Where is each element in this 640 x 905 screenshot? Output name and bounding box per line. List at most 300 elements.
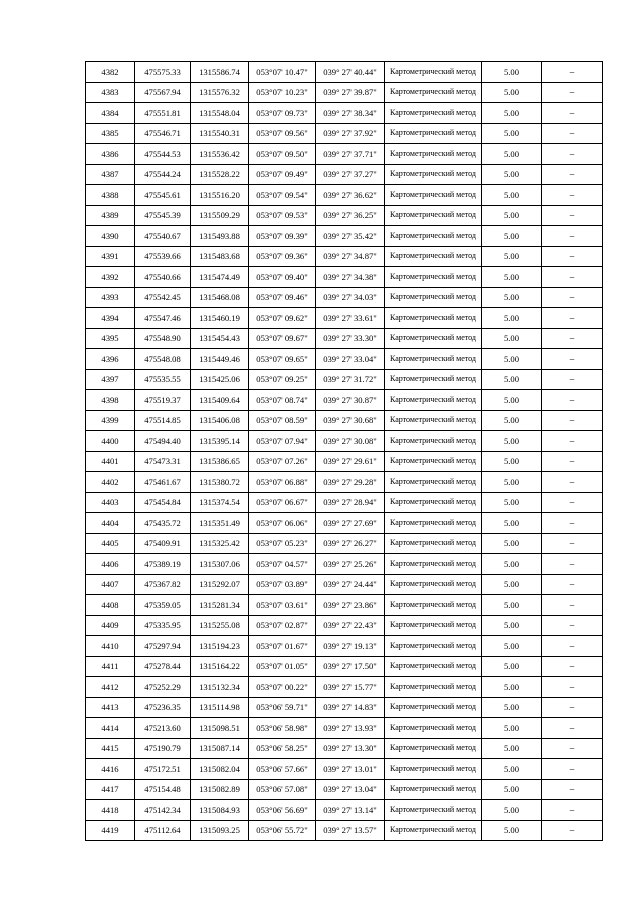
longitude-cell: 039° 27' 37.71"	[316, 144, 385, 165]
y-coordinate-cell: 1315098.51	[191, 718, 249, 739]
x-coordinate-cell: 475473.31	[135, 451, 191, 472]
point-number-cell: 4408	[86, 595, 135, 616]
longitude-cell: 039° 27' 38.34"	[316, 103, 385, 124]
table-row	[86, 820, 603, 841]
method-cell: Картометрический метод	[385, 205, 482, 226]
x-coordinate-cell: 475409.91	[135, 533, 191, 554]
x-coordinate-cell: 475519.37	[135, 390, 191, 411]
accuracy-cell: 5.00	[482, 677, 542, 698]
method-cell: Картометрический метод	[385, 246, 482, 267]
point-number-cell: 4382	[86, 62, 135, 83]
note-cell: –	[542, 103, 603, 124]
y-coordinate-cell: 1315084.93	[191, 800, 249, 821]
latitude-cell: 053°07' 02.87"	[249, 615, 316, 636]
x-coordinate-cell: 475544.53	[135, 144, 191, 165]
x-coordinate-cell: 475494.40	[135, 431, 191, 452]
latitude-cell: 053°07' 09.49"	[249, 164, 316, 185]
latitude-cell: 053°07' 06.06"	[249, 513, 316, 534]
method-cell: Картометрический метод	[385, 144, 482, 165]
x-coordinate-cell: 475142.34	[135, 800, 191, 821]
point-number-cell: 4414	[86, 718, 135, 739]
accuracy-cell: 5.00	[482, 431, 542, 452]
latitude-cell: 053°06' 59.71"	[249, 697, 316, 718]
x-coordinate-cell: 475154.48	[135, 779, 191, 800]
method-cell: Картометрический метод	[385, 308, 482, 329]
table-row	[86, 164, 603, 185]
y-coordinate-cell: 1315132.34	[191, 677, 249, 698]
point-number-cell: 4415	[86, 738, 135, 759]
table-row	[86, 554, 603, 575]
point-number-cell: 4410	[86, 636, 135, 657]
note-cell: –	[542, 574, 603, 595]
accuracy-cell: 5.00	[482, 554, 542, 575]
note-cell: –	[542, 349, 603, 370]
latitude-cell: 053°06' 57.08"	[249, 779, 316, 800]
longitude-cell: 039° 27' 34.03"	[316, 287, 385, 308]
latitude-cell: 053°07' 09.56"	[249, 123, 316, 144]
longitude-cell: 039° 27' 28.94"	[316, 492, 385, 513]
latitude-cell: 053°07' 03.61"	[249, 595, 316, 616]
point-number-cell: 4393	[86, 287, 135, 308]
latitude-cell: 053°07' 04.57"	[249, 554, 316, 575]
x-coordinate-cell: 475335.95	[135, 615, 191, 636]
method-cell: Картометрический метод	[385, 656, 482, 677]
latitude-cell: 053°07' 09.46"	[249, 287, 316, 308]
note-cell: –	[542, 287, 603, 308]
latitude-cell: 053°06' 57.66"	[249, 759, 316, 780]
accuracy-cell: 5.00	[482, 62, 542, 83]
point-number-cell: 4392	[86, 267, 135, 288]
longitude-cell: 039° 27' 37.27"	[316, 164, 385, 185]
x-coordinate-cell: 475545.39	[135, 205, 191, 226]
x-coordinate-cell: 475539.66	[135, 246, 191, 267]
accuracy-cell: 5.00	[482, 369, 542, 390]
latitude-cell: 053°06' 55.72"	[249, 820, 316, 841]
point-number-cell: 4411	[86, 656, 135, 677]
longitude-cell: 039° 27' 14.83"	[316, 697, 385, 718]
y-coordinate-cell: 1315194.23	[191, 636, 249, 657]
latitude-cell: 053°07' 09.54"	[249, 185, 316, 206]
x-coordinate-cell: 475514.85	[135, 410, 191, 431]
x-coordinate-cell: 475278.44	[135, 656, 191, 677]
longitude-cell: 039° 27' 13.04"	[316, 779, 385, 800]
note-cell: –	[542, 328, 603, 349]
point-number-cell: 4403	[86, 492, 135, 513]
method-cell: Картометрический метод	[385, 226, 482, 247]
longitude-cell: 039° 27' 36.62"	[316, 185, 385, 206]
y-coordinate-cell: 1315082.89	[191, 779, 249, 800]
point-number-cell: 4398	[86, 390, 135, 411]
longitude-cell: 039° 27' 35.42"	[316, 226, 385, 247]
x-coordinate-cell: 475190.79	[135, 738, 191, 759]
table-row	[86, 615, 603, 636]
latitude-cell: 053°06' 56.69"	[249, 800, 316, 821]
y-coordinate-cell: 1315460.19	[191, 308, 249, 329]
accuracy-cell: 5.00	[482, 164, 542, 185]
table-row	[86, 677, 603, 698]
note-cell: –	[542, 718, 603, 739]
note-cell: –	[542, 267, 603, 288]
longitude-cell: 039° 27' 29.61"	[316, 451, 385, 472]
coordinates-table	[85, 61, 603, 841]
latitude-cell: 053°07' 07.26"	[249, 451, 316, 472]
y-coordinate-cell: 1315474.49	[191, 267, 249, 288]
table-row	[86, 267, 603, 288]
longitude-cell: 039° 27' 24.44"	[316, 574, 385, 595]
accuracy-cell: 5.00	[482, 82, 542, 103]
method-cell: Картометрический метод	[385, 759, 482, 780]
y-coordinate-cell: 1315548.04	[191, 103, 249, 124]
y-coordinate-cell: 1315425.06	[191, 369, 249, 390]
method-cell: Картометрический метод	[385, 410, 482, 431]
accuracy-cell: 5.00	[482, 308, 542, 329]
note-cell: –	[542, 820, 603, 841]
accuracy-cell: 5.00	[482, 595, 542, 616]
method-cell: Картометрический метод	[385, 431, 482, 452]
y-coordinate-cell: 1315114.98	[191, 697, 249, 718]
longitude-cell: 039° 27' 13.93"	[316, 718, 385, 739]
point-number-cell: 4419	[86, 820, 135, 841]
accuracy-cell: 5.00	[482, 574, 542, 595]
note-cell: –	[542, 492, 603, 513]
table-row	[86, 246, 603, 267]
longitude-cell: 039° 27' 34.87"	[316, 246, 385, 267]
y-coordinate-cell: 1315516.20	[191, 185, 249, 206]
x-coordinate-cell: 475542.45	[135, 287, 191, 308]
y-coordinate-cell: 1315586.74	[191, 62, 249, 83]
table-row	[86, 328, 603, 349]
point-number-cell: 4418	[86, 800, 135, 821]
longitude-cell: 039° 27' 25.26"	[316, 554, 385, 575]
point-number-cell: 4388	[86, 185, 135, 206]
latitude-cell: 053°07' 09.67"	[249, 328, 316, 349]
latitude-cell: 053°07' 09.53"	[249, 205, 316, 226]
latitude-cell: 053°07' 09.65"	[249, 349, 316, 370]
method-cell: Картометрический метод	[385, 636, 482, 657]
y-coordinate-cell: 1315540.31	[191, 123, 249, 144]
x-coordinate-cell: 475435.72	[135, 513, 191, 534]
y-coordinate-cell: 1315468.08	[191, 287, 249, 308]
x-coordinate-cell: 475548.90	[135, 328, 191, 349]
x-coordinate-cell: 475540.67	[135, 226, 191, 247]
table-row	[86, 390, 603, 411]
table-row	[86, 595, 603, 616]
table-row	[86, 185, 603, 206]
y-coordinate-cell: 1315528.22	[191, 164, 249, 185]
table-row	[86, 738, 603, 759]
table-row	[86, 410, 603, 431]
note-cell: –	[542, 82, 603, 103]
accuracy-cell: 5.00	[482, 144, 542, 165]
y-coordinate-cell: 1315395.14	[191, 431, 249, 452]
note-cell: –	[542, 205, 603, 226]
method-cell: Картометрический метод	[385, 574, 482, 595]
latitude-cell: 053°07' 03.89"	[249, 574, 316, 595]
method-cell: Картометрический метод	[385, 349, 482, 370]
longitude-cell: 039° 27' 31.72"	[316, 369, 385, 390]
accuracy-cell: 5.00	[482, 697, 542, 718]
y-coordinate-cell: 1315493.88	[191, 226, 249, 247]
x-coordinate-cell: 475567.94	[135, 82, 191, 103]
latitude-cell: 053°07' 10.23"	[249, 82, 316, 103]
method-cell: Картометрический метод	[385, 390, 482, 411]
latitude-cell: 053°06' 58.25"	[249, 738, 316, 759]
method-cell: Картометрический метод	[385, 267, 482, 288]
method-cell: Картометрический метод	[385, 595, 482, 616]
x-coordinate-cell: 475545.61	[135, 185, 191, 206]
method-cell: Картометрический метод	[385, 185, 482, 206]
longitude-cell: 039° 27' 19.13"	[316, 636, 385, 657]
latitude-cell: 053°07' 06.67"	[249, 492, 316, 513]
y-coordinate-cell: 1315454.43	[191, 328, 249, 349]
point-number-cell: 4409	[86, 615, 135, 636]
note-cell: –	[542, 164, 603, 185]
table-row	[86, 451, 603, 472]
point-number-cell: 4407	[86, 574, 135, 595]
method-cell: Картометрический метод	[385, 287, 482, 308]
note-cell: –	[542, 185, 603, 206]
latitude-cell: 053°07' 09.36"	[249, 246, 316, 267]
note-cell: –	[542, 656, 603, 677]
x-coordinate-cell: 475535.55	[135, 369, 191, 390]
latitude-cell: 053°07' 01.05"	[249, 656, 316, 677]
point-number-cell: 4385	[86, 123, 135, 144]
method-cell: Картометрический метод	[385, 738, 482, 759]
accuracy-cell: 5.00	[482, 718, 542, 739]
table-row	[86, 656, 603, 677]
longitude-cell: 039° 27' 27.69"	[316, 513, 385, 534]
table-row	[86, 205, 603, 226]
accuracy-cell: 5.00	[482, 492, 542, 513]
note-cell: –	[542, 369, 603, 390]
note-cell: –	[542, 451, 603, 472]
point-number-cell: 4406	[86, 554, 135, 575]
method-cell: Картометрический метод	[385, 328, 482, 349]
table-row	[86, 431, 603, 452]
accuracy-cell: 5.00	[482, 328, 542, 349]
point-number-cell: 4391	[86, 246, 135, 267]
accuracy-cell: 5.00	[482, 349, 542, 370]
note-cell: –	[542, 472, 603, 493]
accuracy-cell: 5.00	[482, 205, 542, 226]
note-cell: –	[542, 677, 603, 698]
point-number-cell: 4399	[86, 410, 135, 431]
longitude-cell: 039° 27' 30.08"	[316, 431, 385, 452]
note-cell: –	[542, 390, 603, 411]
longitude-cell: 039° 27' 33.61"	[316, 308, 385, 329]
y-coordinate-cell: 1315386.65	[191, 451, 249, 472]
y-coordinate-cell: 1315325.42	[191, 533, 249, 554]
table-row	[86, 513, 603, 534]
longitude-cell: 039° 27' 34.38"	[316, 267, 385, 288]
longitude-cell: 039° 27' 29.28"	[316, 472, 385, 493]
latitude-cell: 053°07' 00.22"	[249, 677, 316, 698]
x-coordinate-cell: 475213.60	[135, 718, 191, 739]
method-cell: Картометрический метод	[385, 800, 482, 821]
y-coordinate-cell: 1315281.34	[191, 595, 249, 616]
accuracy-cell: 5.00	[482, 472, 542, 493]
point-number-cell: 4394	[86, 308, 135, 329]
accuracy-cell: 5.00	[482, 615, 542, 636]
latitude-cell: 053°07' 09.39"	[249, 226, 316, 247]
y-coordinate-cell: 1315409.64	[191, 390, 249, 411]
y-coordinate-cell: 1315449.46	[191, 349, 249, 370]
note-cell: –	[542, 615, 603, 636]
y-coordinate-cell: 1315406.08	[191, 410, 249, 431]
x-coordinate-cell: 475367.82	[135, 574, 191, 595]
x-coordinate-cell: 475359.05	[135, 595, 191, 616]
longitude-cell: 039° 27' 40.44"	[316, 62, 385, 83]
point-number-cell: 4387	[86, 164, 135, 185]
accuracy-cell: 5.00	[482, 267, 542, 288]
y-coordinate-cell: 1315082.04	[191, 759, 249, 780]
point-number-cell: 4389	[86, 205, 135, 226]
accuracy-cell: 5.00	[482, 226, 542, 247]
x-coordinate-cell: 475112.64	[135, 820, 191, 841]
note-cell: –	[542, 144, 603, 165]
note-cell: –	[542, 759, 603, 780]
latitude-cell: 053°07' 01.67"	[249, 636, 316, 657]
method-cell: Картометрический метод	[385, 492, 482, 513]
longitude-cell: 039° 27' 26.27"	[316, 533, 385, 554]
latitude-cell: 053°06' 58.98"	[249, 718, 316, 739]
method-cell: Картометрический метод	[385, 718, 482, 739]
latitude-cell: 053°07' 07.94"	[249, 431, 316, 452]
latitude-cell: 053°07' 09.62"	[249, 308, 316, 329]
table-body	[86, 62, 603, 841]
x-coordinate-cell: 475389.19	[135, 554, 191, 575]
note-cell: –	[542, 123, 603, 144]
point-number-cell: 4400	[86, 431, 135, 452]
point-number-cell: 4396	[86, 349, 135, 370]
note-cell: –	[542, 738, 603, 759]
table-row	[86, 349, 603, 370]
y-coordinate-cell: 1315087.14	[191, 738, 249, 759]
accuracy-cell: 5.00	[482, 451, 542, 472]
accuracy-cell: 5.00	[482, 779, 542, 800]
note-cell: –	[542, 308, 603, 329]
table-row	[86, 533, 603, 554]
y-coordinate-cell: 1315093.25	[191, 820, 249, 841]
accuracy-cell: 5.00	[482, 103, 542, 124]
table-row	[86, 123, 603, 144]
accuracy-cell: 5.00	[482, 390, 542, 411]
x-coordinate-cell: 475454.84	[135, 492, 191, 513]
y-coordinate-cell: 1315576.32	[191, 82, 249, 103]
accuracy-cell: 5.00	[482, 656, 542, 677]
method-cell: Картометрический метод	[385, 513, 482, 534]
latitude-cell: 053°07' 10.47"	[249, 62, 316, 83]
accuracy-cell: 5.00	[482, 800, 542, 821]
note-cell: –	[542, 62, 603, 83]
point-number-cell: 4386	[86, 144, 135, 165]
method-cell: Картометрический метод	[385, 779, 482, 800]
table-row	[86, 636, 603, 657]
method-cell: Картометрический метод	[385, 677, 482, 698]
table-row	[86, 82, 603, 103]
note-cell: –	[542, 554, 603, 575]
table-row	[86, 574, 603, 595]
point-number-cell: 4383	[86, 82, 135, 103]
table-row	[86, 472, 603, 493]
table-row	[86, 144, 603, 165]
point-number-cell: 4405	[86, 533, 135, 554]
point-number-cell: 4401	[86, 451, 135, 472]
point-number-cell: 4397	[86, 369, 135, 390]
longitude-cell: 039° 27' 33.30"	[316, 328, 385, 349]
accuracy-cell: 5.00	[482, 287, 542, 308]
method-cell: Картометрический метод	[385, 451, 482, 472]
table-row	[86, 62, 603, 83]
latitude-cell: 053°07' 09.50"	[249, 144, 316, 165]
table-row	[86, 103, 603, 124]
y-coordinate-cell: 1315380.72	[191, 472, 249, 493]
note-cell: –	[542, 410, 603, 431]
x-coordinate-cell: 475546.71	[135, 123, 191, 144]
accuracy-cell: 5.00	[482, 246, 542, 267]
table-row	[86, 226, 603, 247]
point-number-cell: 4413	[86, 697, 135, 718]
x-coordinate-cell: 475547.46	[135, 308, 191, 329]
x-coordinate-cell: 475548.08	[135, 349, 191, 370]
table-row	[86, 369, 603, 390]
note-cell: –	[542, 431, 603, 452]
y-coordinate-cell: 1315374.54	[191, 492, 249, 513]
y-coordinate-cell: 1315483.68	[191, 246, 249, 267]
point-number-cell: 4384	[86, 103, 135, 124]
latitude-cell: 053°07' 09.73"	[249, 103, 316, 124]
longitude-cell: 039° 27' 23.86"	[316, 595, 385, 616]
longitude-cell: 039° 27' 37.92"	[316, 123, 385, 144]
x-coordinate-cell: 475461.67	[135, 472, 191, 493]
y-coordinate-cell: 1315351.49	[191, 513, 249, 534]
method-cell: Картометрический метод	[385, 164, 482, 185]
longitude-cell: 039° 27' 13.57"	[316, 820, 385, 841]
longitude-cell: 039° 27' 30.68"	[316, 410, 385, 431]
y-coordinate-cell: 1315509.29	[191, 205, 249, 226]
longitude-cell: 039° 27' 13.14"	[316, 800, 385, 821]
note-cell: –	[542, 595, 603, 616]
point-number-cell: 4417	[86, 779, 135, 800]
note-cell: –	[542, 779, 603, 800]
method-cell: Картометрический метод	[385, 472, 482, 493]
method-cell: Картометрический метод	[385, 82, 482, 103]
longitude-cell: 039° 27' 30.87"	[316, 390, 385, 411]
point-number-cell: 4402	[86, 472, 135, 493]
accuracy-cell: 5.00	[482, 410, 542, 431]
accuracy-cell: 5.00	[482, 533, 542, 554]
note-cell: –	[542, 513, 603, 534]
note-cell: –	[542, 636, 603, 657]
method-cell: Картометрический метод	[385, 697, 482, 718]
note-cell: –	[542, 226, 603, 247]
y-coordinate-cell: 1315164.22	[191, 656, 249, 677]
x-coordinate-cell: 475236.35	[135, 697, 191, 718]
note-cell: –	[542, 800, 603, 821]
point-number-cell: 4395	[86, 328, 135, 349]
accuracy-cell: 5.00	[482, 738, 542, 759]
table-row	[86, 492, 603, 513]
accuracy-cell: 5.00	[482, 185, 542, 206]
method-cell: Картометрический метод	[385, 533, 482, 554]
y-coordinate-cell: 1315292.07	[191, 574, 249, 595]
x-coordinate-cell: 475551.81	[135, 103, 191, 124]
table-row	[86, 308, 603, 329]
x-coordinate-cell: 475172.51	[135, 759, 191, 780]
x-coordinate-cell: 475544.24	[135, 164, 191, 185]
latitude-cell: 053°07' 08.59"	[249, 410, 316, 431]
note-cell: –	[542, 697, 603, 718]
